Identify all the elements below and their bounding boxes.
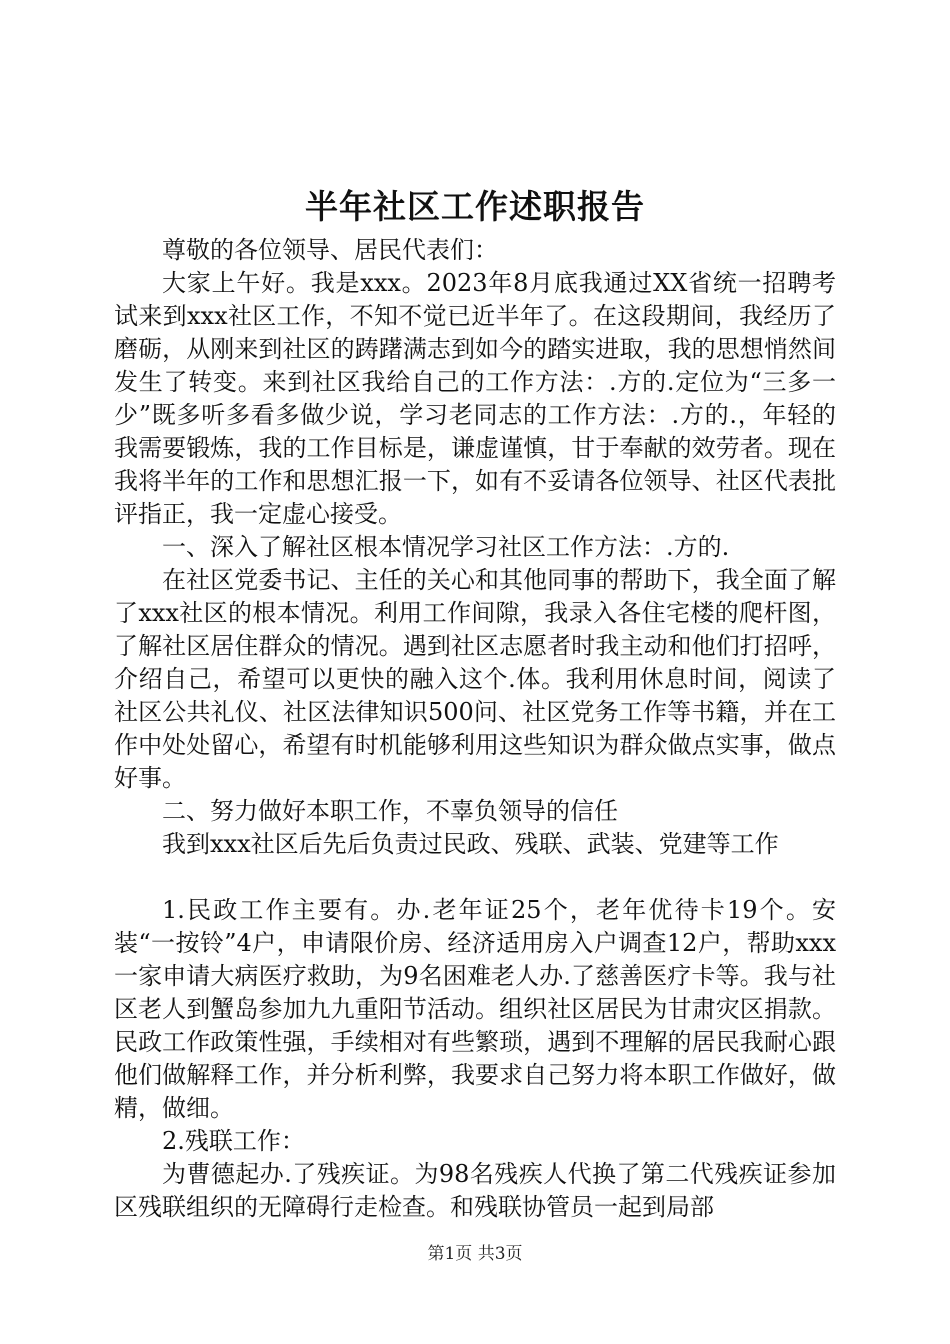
civil-affairs-paragraph: 1.民政工作主要有。办.老年证25个，老年优待卡19个。安装“一按铃”4户，申请限价房、经济适用房入户调查12户，帮助xxx一家申请大病医疗救助，为9名困难老人办.了慈善医疗卡等。我与社区老人到蟹岛参加九九重阳节活动。组织社区居民为甘肃灾区捐款。民政工作政策性强，手续相对有些繁琐，遇到不理解的居民我耐心跟他们做解释工作，并分析利弊，我要求自己努力将本职工作做好，做精，做细。 — [114, 896, 836, 1122]
section-1-paragraph: 在社区党委书记、主任的关心和其他同事的帮助下，我全面了解了xxx社区的根本情况。利用工作间隙，我录入各住宅楼的爬杆图，了解社区居住群众的情况。遇到社区志愿者时我主动和他们打招呼，介绍自己，希望可以更快的融入这个.体。我利用休息时间，阅读了社区公共礼仪、社区法律知识500问、社区党务工作等书籍，并在工作中处处留心，希望有时机能够利用这些知识为群众做点实事，做点好事。 — [114, 566, 836, 792]
intro-paragraph: 大家上午好。我是xxx。2023年8月底我通过XX省统一招聘考试来到xxx社区工作，不知不觉已近半年了。在这段期间，我经历了磨砺，从刚来到社区的踌躇满志到如今的踏实进取，我的思想悄然间发生了转变。来到社区我给自己的工作方法：.方的.定位为“三多一少”既多听多看多做少说，学习老同志的工作方法：.方的.，年轻的我需要锻炼，我的工作目标是，谦虚谨慎，甘于奉献的效劳者。现在我将半年的工作和思想汇报一下，如有不妥请各位领导、社区代表批评指正，我一定虚心接受。 — [114, 269, 836, 528]
disability-heading: 2.残联工作： — [162, 1127, 305, 1155]
document-body — [114, 234, 836, 1224]
page-footer: 第1页 共3页 — [427, 1244, 523, 1264]
blank-line — [114, 861, 836, 894]
disability-paragraph: 为曹德起办.了残疾证。为98名残疾人代换了第二代残疾证参加区残联组织的无障碍行走检查。和残联协管员一起到局部 — [114, 1160, 836, 1221]
document-title: 半年社区工作述职报告 — [305, 187, 645, 226]
section-heading-2: 二、努力做好本职工作，不辜负领导的信任 — [162, 797, 618, 825]
salutation-paragraph: 尊敬的各位领导、居民代表们： — [162, 236, 498, 264]
section-heading-1: 一、深入了解社区根本情况学习社区工作方法：.方的. — [162, 533, 730, 561]
section-2-intro-paragraph: 我到xxx社区后先后负责过民政、残联、武装、党建等工作 — [162, 830, 779, 858]
